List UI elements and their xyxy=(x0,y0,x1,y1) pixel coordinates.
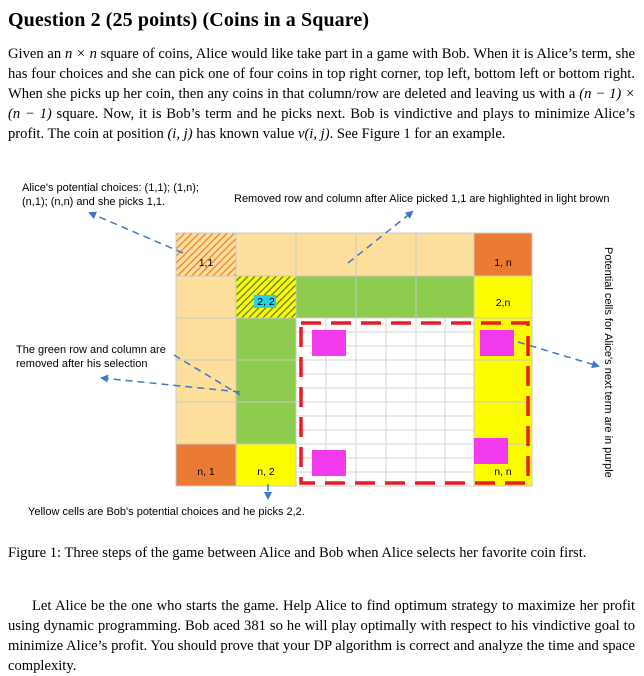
label-n-n: n, n xyxy=(494,466,512,478)
cell-1-n xyxy=(474,233,532,276)
annotation-removed-brown: Removed row and column after Alice picked 1,1 are highlighted in light brown xyxy=(234,193,610,205)
figure-caption: Figure 1: Three steps of the game between Alice and Bob when Alice selects her favorite coin first. xyxy=(8,545,587,561)
annotation-green-removed: The green row and column are removed after his selection xyxy=(16,344,166,370)
cell-n-2 xyxy=(236,444,296,486)
purple-cell-bottom-left xyxy=(312,450,346,476)
cell-2-5 xyxy=(416,276,474,318)
cell-5-1 xyxy=(176,402,236,444)
cell-2-4 xyxy=(356,276,416,318)
cell-3-1 xyxy=(176,318,236,360)
cell-2-3 xyxy=(296,276,356,318)
label-n-1: n, 1 xyxy=(197,466,215,478)
cell-1-3 xyxy=(296,233,356,276)
cell-1-2 xyxy=(236,233,296,276)
cell-3-2 xyxy=(236,318,296,360)
purple-cell-top-left xyxy=(312,330,346,356)
cell-4-1 xyxy=(176,360,236,402)
cell-1-1 xyxy=(176,233,236,276)
purple-cell-bottom-right xyxy=(474,438,508,464)
annotation-purple-vertical: Potential cells for Alice's next term are in purple xyxy=(602,247,614,478)
arrow-alice-choices xyxy=(90,213,183,253)
purple-cell-top-right xyxy=(480,330,514,356)
label-2-n: 2,n xyxy=(495,297,511,309)
cell-n-1 xyxy=(176,444,236,486)
annotation-alice-choices: Alice's potential choices: (1,1); (1,n); (n,1); (n,n) and she picks 1,1. xyxy=(22,182,199,208)
cell-5-2 xyxy=(236,402,296,444)
cell-1-4 xyxy=(356,233,416,276)
label-1-n: 1, n xyxy=(494,257,512,269)
label-2-2: 2, 2 xyxy=(257,296,275,308)
annotation-yellow-bob: Yellow cells are Bob's potential choices and he picks 2,2. xyxy=(28,506,305,518)
label-1-1: 1,1 xyxy=(198,257,214,269)
label-n-2: n, 2 xyxy=(257,466,275,478)
question-heading: Question 2 (25 points) (Coins in a Square) xyxy=(8,9,370,31)
cell-2-1 xyxy=(176,276,236,318)
task-paragraph: Let Alice be the one who starts the game. Help Alice to find optimum strategy to maximize her profit using dynamic programming. Bob aced 381 so he will play optimally with respect to his vindictive goal to minimize Alice’s profit. You should prove that your DP algorithm is correct and analyze the time and space complexity. xyxy=(8,598,635,674)
problem-statement: Given an n × n square of coins, Alice would like take part in a game with Bob. When it is Alice’s term, she has four choices and she can pick one of four coins in top right corner, top left, bottom left or bottom right. When she picks up her coin, then any coins in that column/row are deleted and leaving us with a (n − 1) × (n − 1) square. Now, it is Bob’s term and he picks next. Bob is vindictive and plays to minimize Alice’s profit. The coin at position (i, j) has known value v(i, j). See Figure 1 for an example. xyxy=(8,46,635,142)
cell-4-2 xyxy=(236,360,296,402)
cell-1-5 xyxy=(416,233,474,276)
